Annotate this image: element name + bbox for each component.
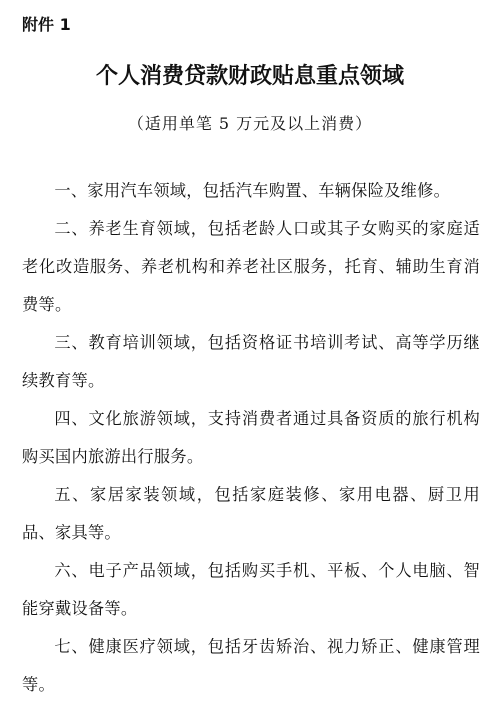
document-title: 个人消费贷款财政贴息重点领域	[95, 64, 404, 89]
paragraph-healthcare: 七、健康医疗领域，包括牙齿矫治、视力矫正、健康管理等。	[22, 637, 480, 694]
paragraph-elderly-care: 二、养老生育领域，包括老龄人口或其子女购买的家庭适老化改造服务、养老机构和养老社区服务，托育、辅助生育消费等。	[22, 219, 480, 314]
paragraph-education: 三、教育培训领域，包括资格证书培训考试、高等学历继续教育等。	[22, 333, 480, 390]
paragraph-car: 一、家用汽车领域，包括汽车购置、车辆保险及维修。	[54, 181, 451, 200]
paragraph-electronics: 六、电子产品领域，包括购买手机、平板、个人电脑、智能穿戴设备等。	[22, 561, 480, 618]
document-body	[22, 172, 480, 704]
document-subtitle: （适用单笔 5 万元及以上消费）	[127, 114, 373, 133]
attachment-label: 附件 1	[22, 15, 71, 34]
paragraph-tourism: 四、文化旅游领域，支持消费者通过具备资质的旅行机构购买国内旅游出行服务。	[22, 409, 480, 466]
paragraph-home: 五、家居家装领域，包括家庭装修、家用电器、厨卫用品、家具等。	[22, 485, 480, 542]
